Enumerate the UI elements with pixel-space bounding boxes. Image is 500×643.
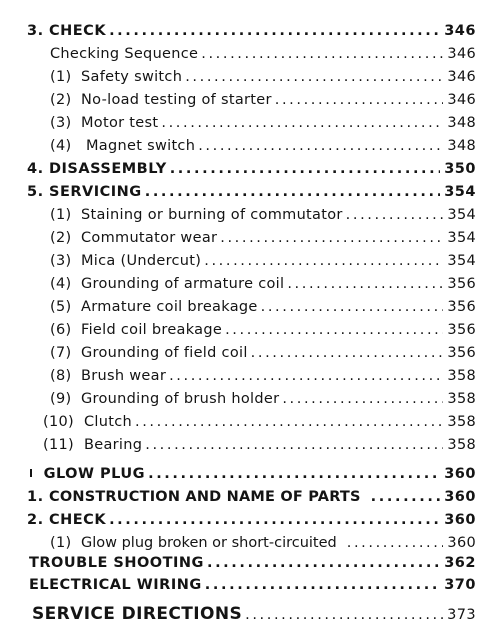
toc-entry[interactable] [50,204,476,226]
dot-leader [207,552,440,574]
toc-entry[interactable] [27,486,476,508]
dot-leader [251,342,444,364]
toc-entry[interactable] [50,532,476,554]
toc-entry[interactable] [27,181,476,203]
toc-entry-label: SERVICING [49,184,142,200]
dot-leader [347,532,444,554]
toc-entry-label: Motor test [81,115,159,131]
dot-leader [205,574,440,596]
toc-entry[interactable] [50,89,476,111]
toc-entry-number: 4. [27,161,44,177]
toc-entry-label: Armature coil breakage [81,299,258,315]
toc-entry-number: (3) [50,115,72,131]
toc-entry[interactable] [43,434,476,456]
toc-entry-page: 346 [444,23,476,39]
toc-entry-label: Brush wear [81,368,167,384]
toc-entry-label: GLOW PLUG [43,466,146,482]
toc-entry-page: 358 [447,414,476,430]
toc-entry-label: Field coil breakage [81,322,223,338]
toc-entry-page: 354 [447,230,476,246]
toc-entry-page: 360 [444,512,476,528]
toc-entry-label: Checking Sequence [50,46,199,62]
toc-entry-page: 354 [447,207,476,223]
toc-entry[interactable] [50,365,476,387]
toc-entry-page: 350 [444,161,476,177]
toc-entry-number: (9) [50,391,72,407]
dot-leader [220,227,443,249]
toc-entry[interactable] [50,273,476,295]
toc-entry-label: Magnet switch [86,138,196,154]
toc-entry[interactable] [30,463,476,485]
toc-entry-label: CHECK [49,512,107,528]
toc-entry-label: DISASSEMBLY [49,161,167,177]
toc-entry-page: 358 [447,368,476,384]
toc-entry-page: 348 [447,115,476,131]
toc-entry[interactable] [50,342,476,364]
dot-leader [261,296,444,318]
toc-entry-number: (6) [50,322,72,338]
toc-entry-page: 356 [447,276,476,292]
dot-leader [225,319,443,341]
toc-entry-label: Glow plug broken or short-circuited [81,535,337,551]
toc-entry-number: (8) [50,368,72,384]
toc-entry-label: TROUBLE SHOOTING [29,555,204,571]
dot-leader [204,250,443,272]
toc-entry[interactable] [27,20,476,42]
toc-entry-page: 354 [444,184,476,200]
dot-leader [287,273,443,295]
dot-leader [282,388,443,410]
toc-entry-page: 358 [447,437,476,453]
dot-leader [245,603,443,627]
toc-entry-number: (1) [50,207,72,223]
dot-leader [109,20,440,42]
toc-entry-number: (1) [50,535,72,551]
toc-entry-number: (5) [50,299,72,315]
toc-entry[interactable] [50,43,476,65]
toc-entry[interactable] [50,227,476,249]
toc-entry-number: (7) [50,345,72,361]
dot-leader [135,411,443,433]
toc-entry-number: (2) [50,92,72,108]
toc-entry-number: 2. [27,512,44,528]
toc-entry-label: Staining or burning of commutator [81,207,343,223]
toc-entry-number: 5. [27,184,44,200]
dot-leader [185,66,443,88]
toc-entry-label: Grounding of brush holder [81,391,280,407]
toc-entry[interactable] [27,158,476,180]
dot-leader [145,434,443,456]
dot-leader [275,89,444,111]
toc-entry[interactable] [43,411,476,433]
dot-leader [169,365,443,387]
dot-leader [145,181,441,203]
toc-entry-number: (2) [50,230,72,246]
toc-entry[interactable] [50,388,476,410]
toc-entry-number: (11) [43,437,74,453]
toc-entry-label: SERVICE DIRECTIONS [32,604,243,624]
toc-entry[interactable] [27,509,476,531]
toc-entry-page: 346 [447,92,476,108]
toc-entry-page: 358 [447,391,476,407]
toc-entry-label: Grounding of field coil [81,345,248,361]
toc-entry-page: 346 [447,69,476,85]
toc-entry-page: 360 [444,466,476,482]
dot-leader [201,43,443,65]
toc-entry-label: Clutch [84,414,132,430]
toc-entry-label: CHECK [49,23,107,39]
toc-entry-label: ELECTRICAL WIRING [29,577,202,593]
toc-entry[interactable] [50,135,476,157]
toc-entry-label: Mica (Undercut) [81,253,202,269]
toc-entry-label: Bearing [84,437,143,453]
dot-leader [109,509,440,531]
toc-entry-label: CONSTRUCTION AND NAME OF PARTS [49,489,361,505]
dot-leader [170,158,441,180]
toc-entry-number: (4) [50,138,72,154]
toc-entry-label: Grounding of armature coil [81,276,285,292]
toc-entry-page: 370 [444,577,476,593]
toc-entry-page: 348 [447,138,476,154]
toc-entry-page: 354 [447,253,476,269]
toc-entry[interactable] [50,112,476,134]
toc-entry-page: 356 [447,345,476,361]
toc-entry[interactable] [50,66,476,88]
toc-entry-label: Safety switch [81,69,183,85]
toc-entry-number: (3) [50,253,72,269]
dot-leader [198,135,443,157]
toc-entry-number: (4) [50,276,72,292]
toc-entry-label: No-load testing of starter [81,92,272,108]
toc-entry-number: 1. [27,489,44,505]
toc-entry-page: 373 [447,607,476,623]
toc-entry-label: Commutator wear [81,230,218,246]
dot-leader [371,486,441,508]
toc-entry-page: 362 [444,555,476,571]
toc-entry[interactable] [50,319,476,341]
toc-entry[interactable] [32,602,476,626]
dot-leader [148,463,440,485]
toc-entry-page: 360 [447,535,476,551]
toc-entry-page: 356 [447,322,476,338]
toc-entry-page: 356 [447,299,476,315]
toc-entry[interactable] [29,574,476,596]
toc-entry[interactable] [29,552,476,574]
toc-entry[interactable] [50,250,476,272]
toc-entry[interactable] [50,296,476,318]
dot-leader [161,112,443,134]
toc-entry-page: 346 [447,46,476,62]
toc-entry-number: (1) [50,69,72,85]
toc-entry-number: 3. [27,23,44,39]
toc-entry-number: (10) [43,414,74,430]
dot-leader [346,204,444,226]
square-bullet-icon [30,469,32,477]
toc-entry-page: 360 [444,489,476,505]
